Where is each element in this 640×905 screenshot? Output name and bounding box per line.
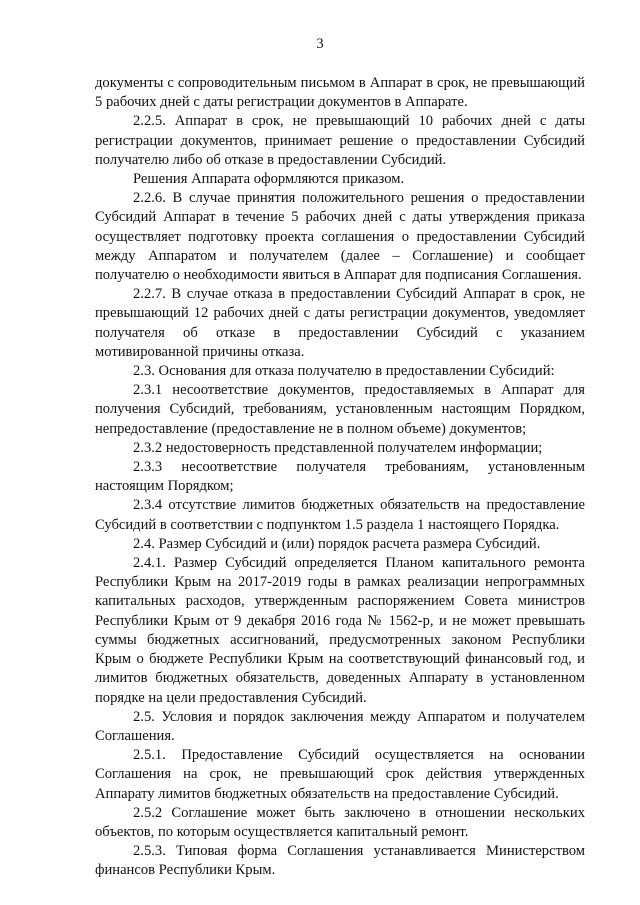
paragraph-2-5-2: 2.5.2 Соглашение может быть заключено в отношении нескольких объектов, по которым осуществляется капитальный ремонт. (95, 804, 585, 840)
paragraph-2-5-1: 2.5.1. Предоставление Субсидий осуществляется на основании Соглашения на срок, не превышающий срок действия утвержденных Аппарату лимитов бюджетных обязательств на предоставление Субсидий. (95, 747, 585, 802)
paragraph-2-3-3: 2.3.3 несоответствие получателя требованиям, установленным настоящим Порядком; (95, 459, 585, 495)
page-number: 3 (316, 36, 324, 52)
paragraph-continuation: документы с сопроводительным письмом в Аппарат в срок, не превышающий 5 рабочих дней с даты регистрации документов в Аппарате. (95, 75, 585, 111)
paragraph-2-3: 2.3. Основания для отказа получателю в предоставлении Субсидий: (133, 363, 555, 380)
paragraph-2-2-5: 2.2.5. Аппарат в срок, не превышающий 10 рабочих дней с даты регистрации документов, принимает решение о предоставлении Субсидий получателю либо об отказе в предоставлении Субсидий. (95, 113, 585, 168)
paragraph-2-5-3: 2.5.3. Типовая форма Соглашения устанавливается Министерством финансов Республики Крым. (95, 843, 585, 879)
paragraph-2-3-4: 2.3.4 отсутствие лимитов бюджетных обязательств на предоставление Субсидий в соответствии с подпунктом 1.5 раздела 1 настоящего Порядка. (95, 497, 585, 533)
paragraph-2-2-7: 2.2.7. В случае отказа в предоставлении Субсидий Аппарат в срок, не превышающий 12 рабочих дней с даты регистрации документов, уведомляет получателя об отказе в предоставлении Субсидий с указанием мотивированной причины отказа. (95, 286, 585, 360)
paragraph-2-5: 2.5. Условия и порядок заключения между Аппаратом и получателем Соглашения. (95, 708, 585, 744)
paragraph-2-4: 2.4. Размер Субсидий и (или) порядок расчета размера Субсидий. (133, 535, 541, 552)
paragraph-decisions: Решения Аппарата оформляются приказом. (133, 171, 405, 188)
paragraph-2-3-1: 2.3.1 несоответствие документов, предоставляемых в Аппарат для получения Субсидий, требованиям, установленным настоящим Порядком, непредоставление (предоставление не в полном объеме) документов; (95, 382, 585, 437)
document-body (95, 74, 585, 881)
paragraph-2-2-6: 2.2.6. В случае принятия положительного решения о предоставлении Субсидий Аппарат в течение 5 рабочих дней с даты утверждения приказа осуществляет подготовку проекта соглашения о предоставлении Субсидий между Аппаратом и получателем (далее – Соглашение) и сообщает получателю о необходимости явиться в Аппарат для подписания Соглашения. (95, 190, 585, 284)
paragraph-2-4-1: 2.4.1. Размер Субсидий определяется Планом капитального ремонта Республики Крым на 2017-2019 годы в рамках реализации непрограммных капитальных расходов, утвержденным распоряжением Совета министров Республики Крым от 9 декабря 2016 года № 1562-р, и не может превышать суммы бюджетных ассигнований, предусмотренных законом Республики Крым о бюджете Республики Крым на соответствующий финансовый год, и лимитов бюджетных обязательств, доведенных Аппарату в установленном порядке на цели предоставления Субсидий. (95, 555, 585, 706)
paragraph-2-3-2: 2.3.2 недостоверность представленной получателем информации; (133, 439, 543, 456)
